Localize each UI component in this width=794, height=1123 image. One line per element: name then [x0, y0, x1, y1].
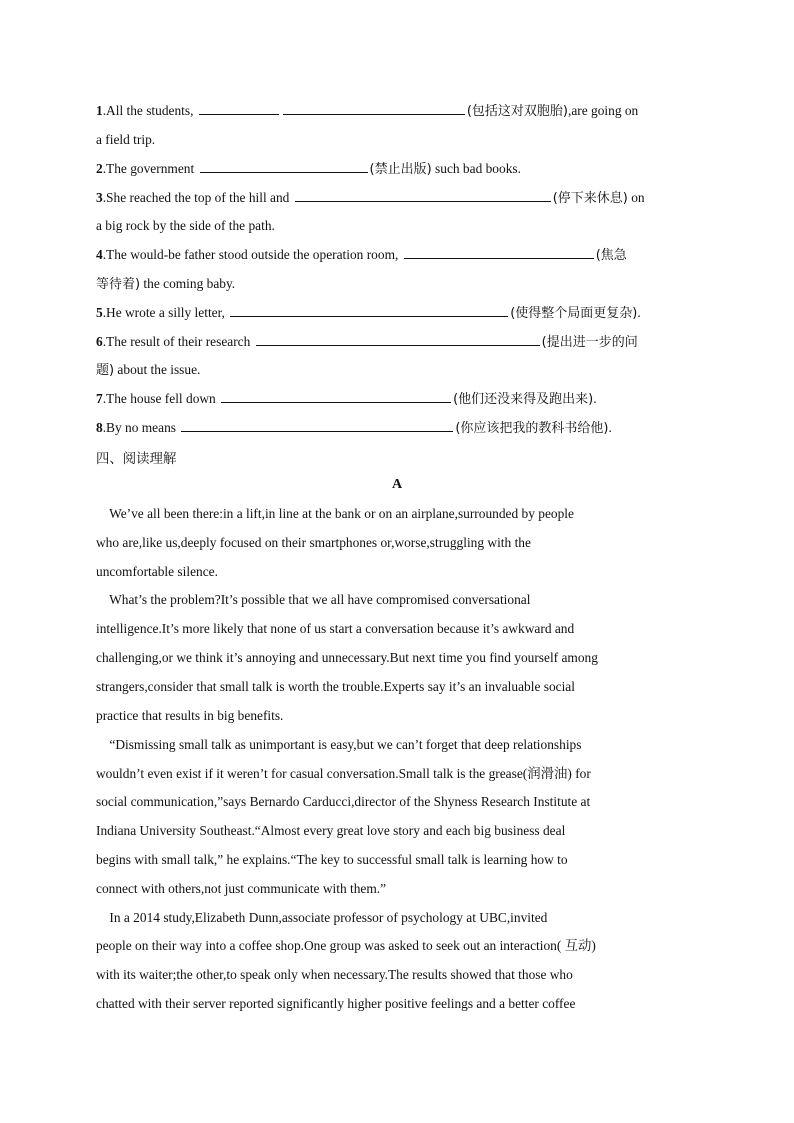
exercise-number: 8 [96, 420, 103, 435]
passage-line: chatted with their server reported significantly higher positive feelings and a better coffee [96, 996, 576, 1011]
chinese-hint: (提出进一步的问 [541, 335, 638, 350]
exercise-text: ,are going on [567, 103, 639, 118]
chinese-hint: (使得整个局面更复杂) [510, 306, 638, 321]
chinese-hint: (禁止出版) [369, 162, 432, 177]
exercise-text: .The result of their research [102, 334, 254, 349]
passage-line: What’s the problem?It’s possible that we all have compromised conversational [96, 592, 531, 607]
passage-line: begins with small talk,” he explains.“The key to successful small talk is learning how to [96, 852, 568, 867]
passage-line: intelligence.It’s more likely that none of us start a conversation because it’s awkward and [96, 621, 575, 636]
passage-line: challenging,or we think it’s annoying and unnecessary.But next time you find yourself among [96, 650, 598, 665]
chinese-hint: (焦急 [595, 248, 627, 263]
chinese-hint: 题) [96, 363, 115, 378]
exercise-text: .The would-be father stood outside the operation room, [102, 247, 402, 262]
exercise-text: on [627, 190, 645, 205]
passage-line: with its waiter;the other,to speak only when necessary.The results showed that those who [96, 967, 573, 982]
exercise-text: . [637, 305, 641, 320]
exercise-number: 3 [96, 190, 103, 205]
chinese-hint: (包括这对双胞胎) [466, 104, 568, 119]
passage-line: people on their way into a coffee shop.One group was asked to seek out an interaction( 互动) [96, 938, 596, 953]
exercise-6-continued [96, 361, 200, 380]
exercise-5 [96, 304, 641, 323]
exercise-text: .By no means [102, 420, 180, 435]
passage-line: Indiana University Southeast.“Almost every great love story and each big business deal [96, 823, 566, 838]
exercise-8 [96, 419, 612, 438]
answer-blank[interactable] [181, 419, 453, 432]
exercise-number: 5 [96, 305, 103, 320]
passage-line: wouldn’t even exist if it weren’t for casual conversation.Small talk is the grease(润滑油) for [96, 766, 591, 781]
answer-blank[interactable] [230, 304, 508, 317]
exercise-text: about the issue. [114, 362, 201, 377]
exercise-text: .He wrote a silly letter, [102, 305, 229, 320]
chinese-hint: 等待着) [96, 277, 141, 292]
exercise-text: .The government [102, 161, 198, 176]
passage-line: We’ve all been there:in a lift,in line at the bank or on an airplane,surrounded by people [96, 506, 574, 521]
exercise-3-continued [96, 217, 275, 235]
exercise-number: 7 [96, 391, 103, 406]
chinese-hint: (停下来休息) [552, 191, 628, 206]
exercise-number: 1 [96, 103, 103, 118]
exercise-text: .The house fell down [102, 391, 220, 406]
exercise-1-continued [96, 131, 155, 149]
exercise-1 [96, 102, 638, 121]
exercise-2 [96, 160, 521, 179]
answer-blank[interactable] [200, 160, 368, 173]
passage-line: practice that results in big benefits. [96, 708, 284, 723]
exercise-text: such bad books. [431, 161, 521, 176]
exercise-7 [96, 390, 597, 409]
exercise-text: the coming baby. [140, 276, 236, 291]
exercise-6 [96, 333, 638, 352]
passage-label: A [391, 477, 403, 492]
passage-line: “Dismissing small talk as unimportant is easy,but we can’t forget that deep relationships [96, 737, 582, 752]
chinese-hint: (你应该把我的教科书给他) [455, 421, 609, 436]
exercise-text: .She reached the top of the hill and [102, 190, 293, 205]
exercise-text: a big rock by the side of the path. [96, 218, 275, 233]
exercise-number: 2 [96, 161, 103, 176]
exercise-text: . [593, 391, 597, 406]
answer-blank[interactable] [283, 102, 465, 115]
exercise-number: 6 [96, 334, 103, 349]
exercise-text: .All the students, [102, 103, 197, 118]
exercise-3 [96, 189, 645, 208]
passage-line: social communication,”says Bernardo Carducci,director of the Shyness Research Institute at [96, 794, 591, 809]
section-heading: 四、阅读理解 [96, 452, 177, 467]
passage-line: connect with others,not just communicate with them.” [96, 881, 387, 896]
exercise-4-continued [96, 275, 235, 294]
passage-line: who are,like us,deeply focused on their smartphones or,worse,struggling with the [96, 535, 531, 550]
answer-blank[interactable] [295, 189, 551, 202]
chinese-hint: (他们还没来得及跑出来) [453, 392, 594, 407]
answer-blank[interactable] [404, 246, 594, 259]
passage-line: strangers,consider that small talk is worth the trouble.Experts say it’s an invaluable social [96, 679, 575, 694]
exercise-text: a field trip. [96, 132, 156, 147]
exercise-number: 4 [96, 247, 103, 262]
passage-line: uncomfortable silence. [96, 564, 218, 579]
exercise-text: . [608, 420, 612, 435]
passage-line: In a 2014 study,Elizabeth Dunn,associate professor of psychology at UBC,invited [96, 910, 548, 925]
exercise-4 [96, 246, 627, 265]
answer-blank[interactable] [221, 390, 451, 403]
answer-blank[interactable] [199, 102, 279, 115]
answer-blank[interactable] [256, 333, 540, 346]
